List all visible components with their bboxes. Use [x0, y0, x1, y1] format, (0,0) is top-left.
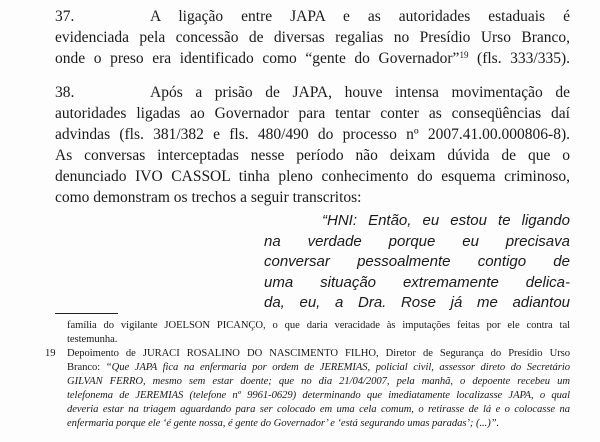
footnote-number: 19	[45, 348, 56, 359]
footnotes-section	[45, 319, 570, 431]
paragraph-line: As conversas interceptadas nesse período não deixam dúvida de que o	[55, 147, 570, 164]
footnote-line: testemunha.	[67, 334, 118, 345]
footnote-line: Depoimento de JURACI ROSALINO DO NASCIMENTO FILHO, Diretor de Segurança do Presídio Urso	[67, 348, 570, 359]
footnote-separator	[55, 313, 118, 314]
quote-line: “HNI: Então, eu estou te ligando	[322, 212, 570, 229]
footnote-line: família do vigilante JOELSON PICANÇO, o que daria veracidade às imputações feitas por ele contra tal	[67, 320, 570, 331]
paragraph-line	[55, 82, 570, 103]
quote-line: conversar pessoalmente contigo de	[264, 253, 570, 270]
footnote-line: telefonema de JEREMIAS (telefone nº 9961-0629) determinando que imediatamente localizasse JAPA, o qual	[67, 390, 570, 401]
paragraph-line: advindas (fls. 381/382 e fls. 480/490 do processo nº 2007.41.00.000806-8).	[55, 126, 570, 143]
paragraph-line: evidenciada pela concessão de diversas regalias no Presídio Urso Branco,	[55, 29, 570, 46]
quote-line: uma situação extremamente delica-	[264, 273, 570, 291]
footnote-reference-19: 19	[459, 50, 469, 60]
paragraph-line-text: onde o preso era identificado como “gente do Governador”	[55, 50, 460, 67]
footnote-19	[45, 347, 570, 431]
paragraph-number: 38.	[55, 84, 75, 101]
footnote-line-text: Branco:	[67, 362, 106, 373]
quote-line: da, eu, a Dra. Rose já me adiantou	[264, 294, 570, 311]
footnote-line: deveria estar na triagem aguardando para ser colocado em uma cela comum, o retirasse de lá e o colocasse na	[67, 404, 570, 415]
transcript-quote-block	[264, 211, 570, 314]
paragraph-line-text: Após a prisão de JAPA, houve intensa movimentação de	[150, 84, 570, 101]
footnote-18-continuation	[45, 319, 570, 347]
paragraph-37	[55, 6, 570, 69]
paragraph-number: 37.	[55, 8, 75, 25]
paragraph-line: como demonstram os trechos a seguir transcritos:	[55, 189, 362, 206]
quote-line: na verdade porque eu precisava	[264, 232, 570, 250]
paragraph-line-text: (fls. 333/335).	[468, 50, 570, 67]
paragraph-line-text: A ligação entre JAPA e as autoridades estaduais é	[150, 8, 570, 25]
paragraph-line	[55, 48, 570, 69]
body-text	[55, 6, 570, 208]
footnote-line: GILVAN FERRO, mesmo sem estar doente; que no dia 21/04/2007, pela manhã, o depoente recebeu um	[67, 376, 570, 387]
footnote-quote-text: “Que JAPA fica na enfermaria por ordem de JEREMIAS, policial civil, assessor direto do Secretário	[105, 362, 570, 373]
footnote-line	[67, 361, 570, 375]
paragraph-line: autoridades ligadas ao Governador para tentar conter as conseqüências daí	[55, 105, 570, 122]
footnote-line: enfermaria porque ele ‘é gente nossa, é gente do Governador’ e ‘está segurando umas paradas’; (...)”.	[67, 418, 500, 429]
paragraph-38	[55, 82, 570, 208]
paragraph-line	[55, 6, 570, 27]
paragraph-line: denunciado IVO CASSOL tinha pleno conhecimento do esquema criminoso,	[55, 168, 570, 185]
